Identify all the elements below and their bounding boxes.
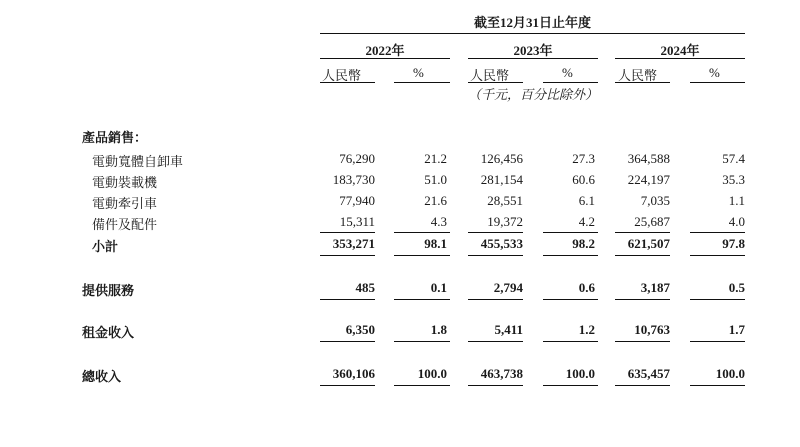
cell-pct: 0.6 — [578, 280, 595, 295]
year-2023: 2023年 — [513, 43, 553, 58]
cell-pct: 0.1 — [430, 280, 447, 295]
cell-pct: 98.1 — [424, 236, 447, 251]
cell-value: 19,372 — [487, 214, 523, 229]
cell-value: 353,271 — [332, 236, 375, 251]
year-rule-2022 — [320, 58, 450, 59]
year-rule-2023 — [468, 58, 598, 59]
sum-rule — [320, 299, 375, 300]
cell-value: 25,687 — [634, 214, 670, 229]
sum-rule — [543, 299, 598, 300]
sum-rule — [543, 385, 598, 386]
sum-rule — [468, 232, 523, 233]
cell-value: 635,457 — [627, 366, 670, 381]
cell-pct: 100.0 — [417, 366, 447, 381]
cell-pct: 0.5 — [728, 280, 745, 295]
sum-rule — [690, 341, 745, 342]
sum-rule — [615, 385, 670, 386]
sub-rule — [543, 82, 598, 83]
col-pct-2023: % — [562, 65, 573, 80]
cell-value: 15,311 — [339, 214, 375, 229]
cell-pct: 6.1 — [578, 193, 595, 208]
cell-pct: 60.6 — [572, 172, 595, 187]
sum-rule — [394, 341, 450, 342]
sum-rule — [615, 232, 670, 233]
row-label: 電動裝載機 — [92, 175, 158, 190]
row-label-subtotal: 小計 — [92, 239, 119, 254]
sum-rule — [468, 299, 523, 300]
cell-pct: 27.3 — [572, 151, 595, 166]
col-rmb-2022: 人民幣 — [322, 68, 362, 83]
row-label: 電動牽引車 — [92, 196, 158, 211]
sub-rule — [690, 82, 745, 83]
sum-rule — [320, 255, 375, 256]
cell-pct: 4.3 — [430, 214, 447, 229]
row-label-rental: 租金收入 — [82, 325, 135, 340]
cell-value: 10,763 — [634, 322, 670, 337]
cell-value: 6,350 — [345, 322, 375, 337]
sub-rule — [615, 82, 670, 83]
cell-value: 364,588 — [627, 151, 670, 166]
row-label: 電動寬體自卸車 — [92, 154, 184, 169]
sum-rule — [468, 385, 523, 386]
cell-pct: 100.0 — [715, 366, 745, 381]
col-pct-2024: % — [709, 65, 720, 80]
col-pct-2022: % — [413, 65, 424, 80]
cell-pct: 97.8 — [722, 236, 745, 251]
cell-pct: 1.8 — [430, 322, 447, 337]
sum-rule — [543, 341, 598, 342]
cell-value: 28,551 — [487, 193, 523, 208]
cell-pct: 51.0 — [424, 172, 447, 187]
cell-pct: 4.0 — [728, 214, 745, 229]
sum-rule — [468, 255, 523, 256]
cell-pct: 57.4 — [722, 151, 745, 166]
col-rmb-2023: 人民幣 — [470, 68, 510, 83]
row-label-total: 總收入 — [82, 369, 122, 384]
cell-pct: 1.1 — [728, 193, 745, 208]
cell-pct: 1.7 — [728, 322, 745, 337]
section-label-product-sales: 產品銷售： — [82, 130, 148, 145]
sum-rule — [615, 299, 670, 300]
header-rule — [320, 33, 745, 34]
sum-rule — [394, 299, 450, 300]
year-2022: 2022年 — [365, 43, 405, 58]
sum-rule — [320, 232, 375, 233]
cell-value: 3,187 — [640, 280, 670, 295]
sum-rule — [690, 255, 745, 256]
sub-rule — [468, 82, 523, 83]
sum-rule — [615, 255, 670, 256]
cell-pct: 4.2 — [578, 214, 595, 229]
cell-pct: 100.0 — [565, 366, 595, 381]
cell-value: 621,507 — [627, 236, 670, 251]
cell-value: 463,738 — [480, 366, 523, 381]
cell-pct: 21.6 — [424, 193, 447, 208]
sum-rule — [468, 341, 523, 342]
sum-rule — [394, 385, 450, 386]
cell-value: 2,794 — [493, 280, 523, 295]
sum-rule — [543, 232, 598, 233]
cell-value: 281,154 — [480, 172, 523, 187]
sum-rule — [320, 341, 375, 342]
sum-rule — [615, 341, 670, 342]
sum-rule — [394, 255, 450, 256]
col-rmb-2024: 人民幣 — [618, 68, 658, 83]
sum-rule — [690, 385, 745, 386]
sub-rule — [394, 82, 450, 83]
cell-value: 455,533 — [480, 236, 523, 251]
year-2024: 2024年 — [660, 43, 700, 58]
cell-value: 77,940 — [339, 193, 375, 208]
sum-rule — [394, 232, 450, 233]
year-rule-2024 — [615, 58, 745, 59]
cell-value: 183,730 — [332, 172, 375, 187]
unit-note: （千元，百分比除外） — [468, 87, 599, 102]
cell-value: 7,035 — [640, 193, 670, 208]
sum-rule — [543, 255, 598, 256]
sum-rule — [690, 299, 745, 300]
sum-rule — [690, 232, 745, 233]
cell-pct: 98.2 — [572, 236, 595, 251]
cell-value: 485 — [355, 280, 375, 295]
cell-pct: 35.3 — [722, 172, 745, 187]
cell-value: 76,290 — [339, 151, 375, 166]
sub-rule — [320, 82, 375, 83]
row-label: 備件及配件 — [92, 217, 158, 232]
cell-value: 360,106 — [332, 366, 375, 381]
cell-pct: 21.2 — [424, 151, 447, 166]
cell-value: 126,456 — [480, 151, 523, 166]
cell-value: 224,197 — [627, 172, 670, 187]
cell-pct: 1.2 — [578, 322, 595, 337]
row-label-services: 提供服務 — [82, 283, 135, 298]
cell-value: 5,411 — [494, 322, 523, 337]
sum-rule — [320, 385, 375, 386]
period-header: 截至12月31日止年度 — [473, 15, 591, 30]
